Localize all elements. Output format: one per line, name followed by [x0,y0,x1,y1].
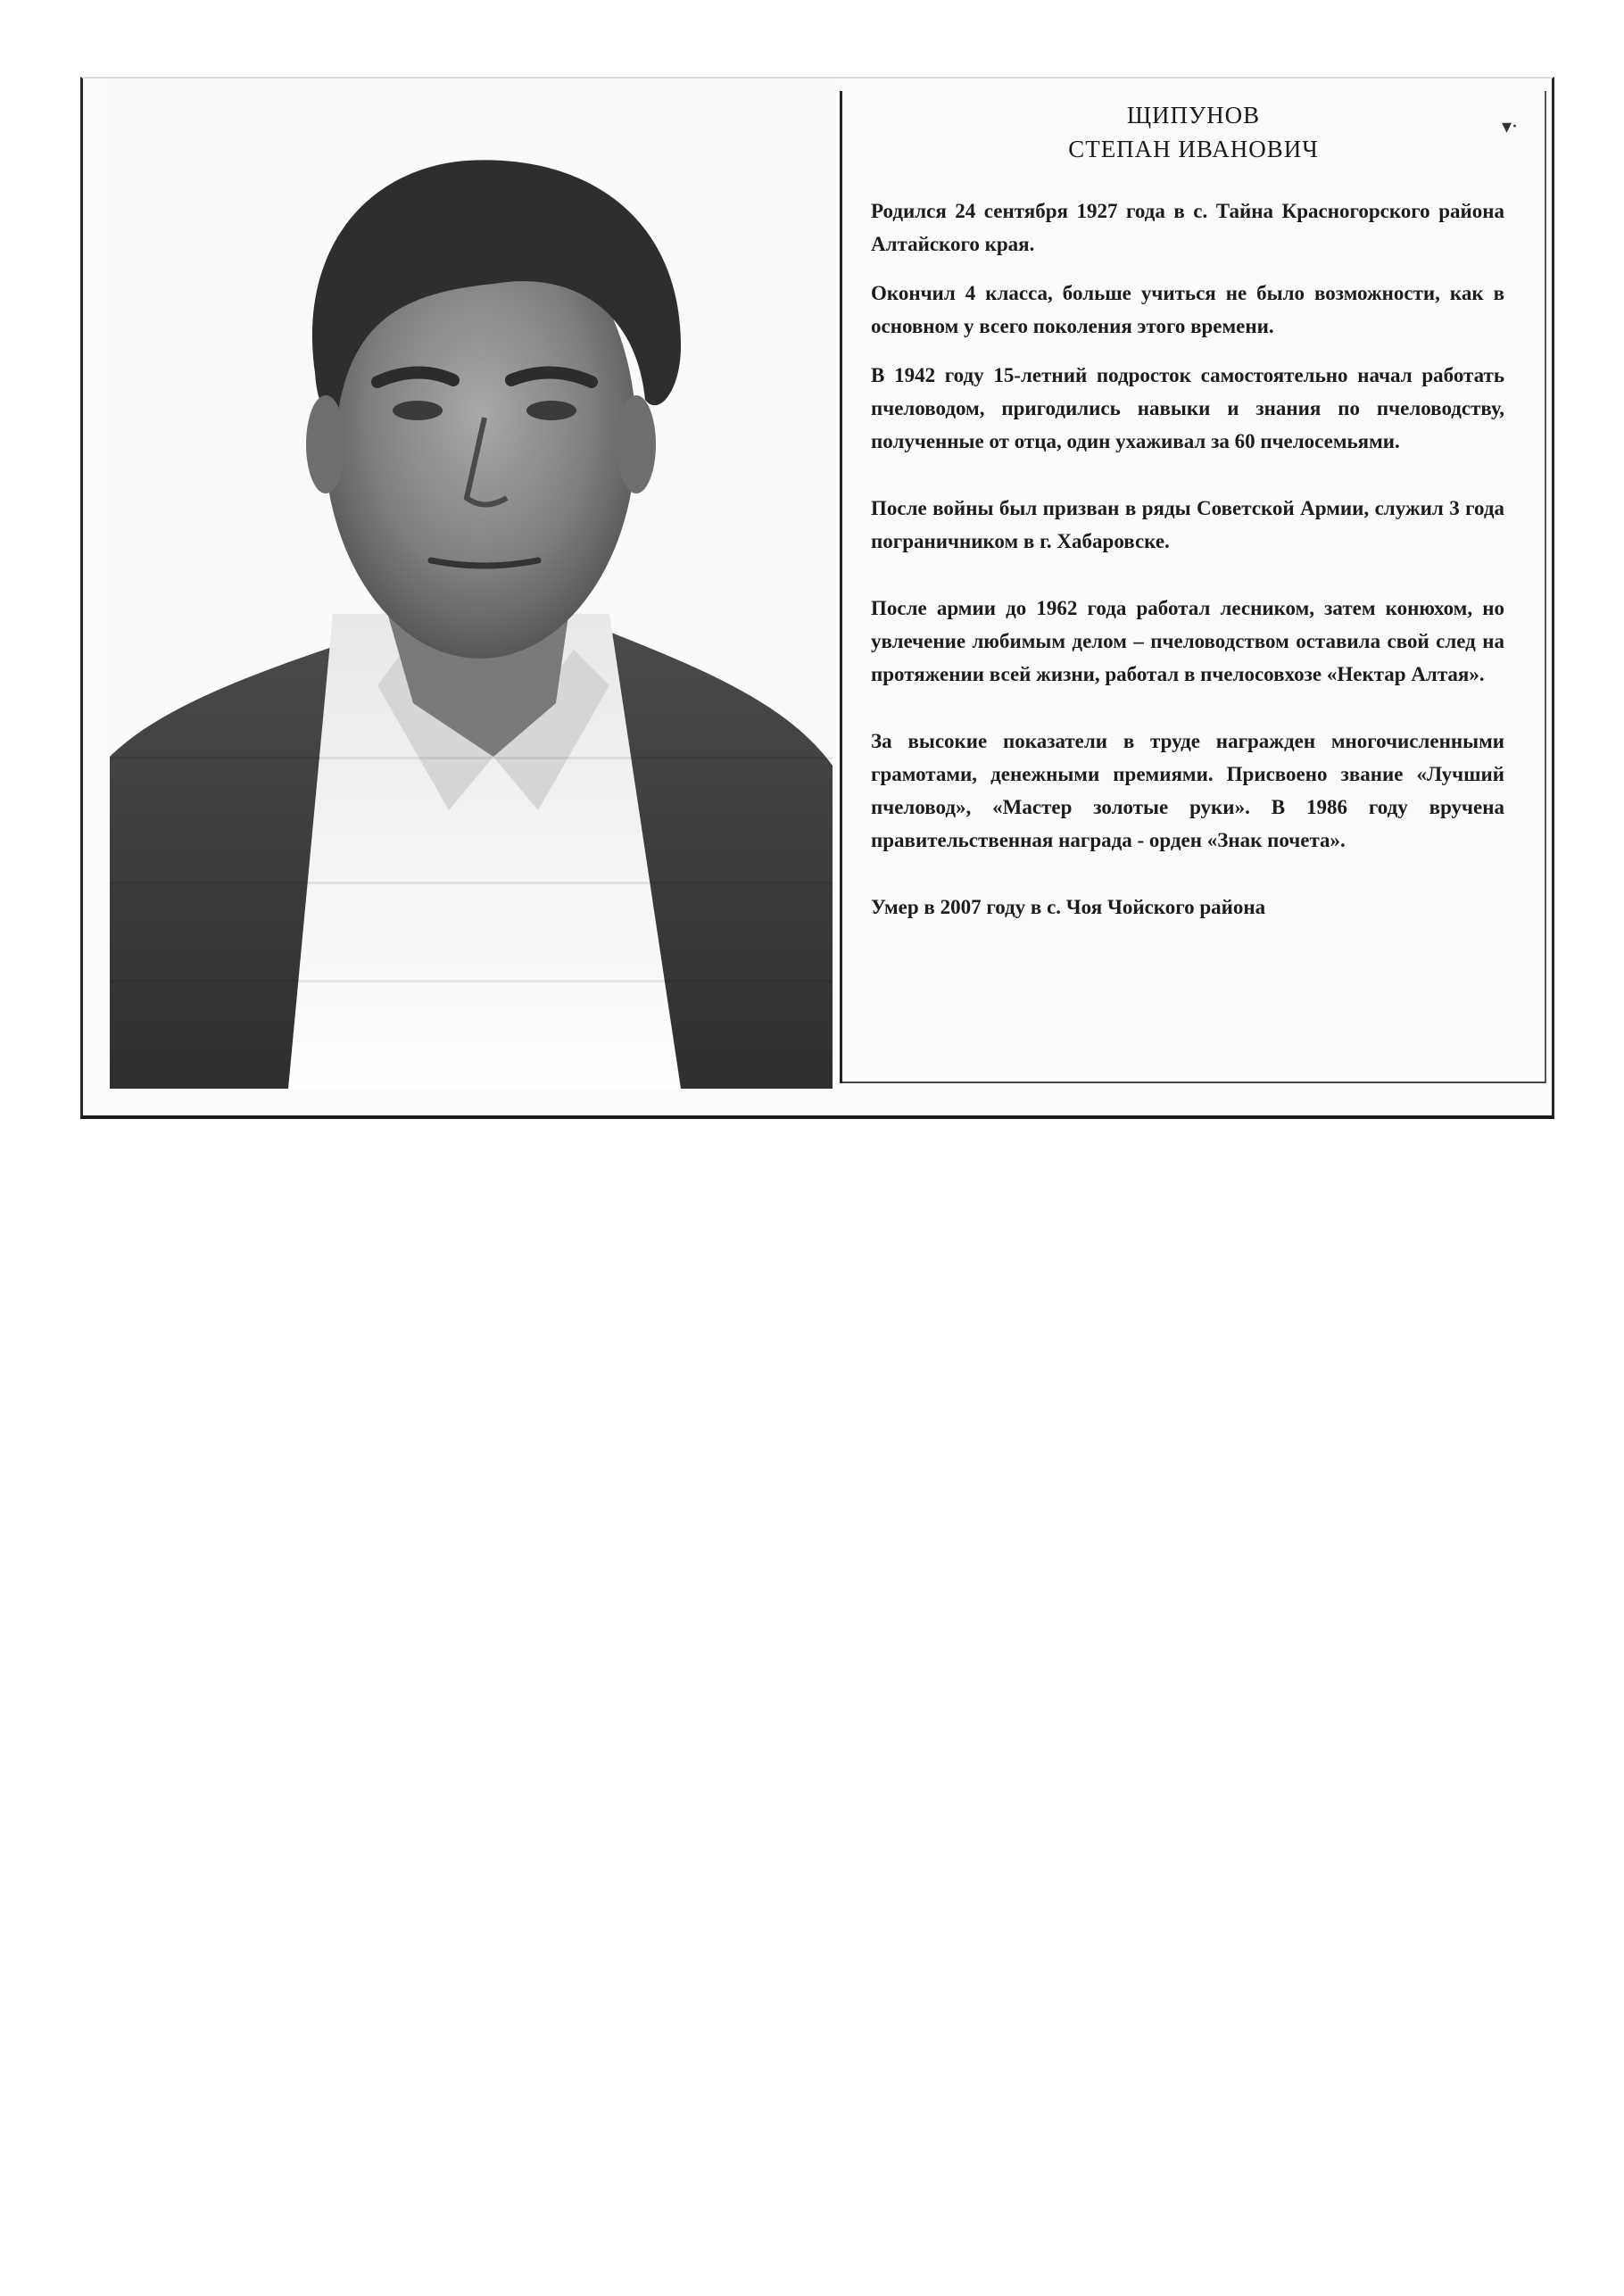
bio-paragraph-army: После войны был призван в ряды Советской Армии, служил 3 года пограничником в г. Хабаровске. [871,497,1504,552]
biography-panel [840,91,1546,1083]
portrait-illustration [110,79,833,1089]
given-names: СТЕПАН ИВАНОВИЧ [1068,136,1319,162]
scanned-sheet [80,77,1554,1119]
person-name [842,98,1545,166]
biography-text [871,195,1504,924]
bio-paragraph-education: Окончил 4 класса, больше учиться не было возможности, как в основном у всего поколения этого времени. [871,282,1504,337]
bio-paragraph-death: Умер в 2007 году в с. Чоя Чойского района [871,896,1266,918]
bio-paragraph-birth: Родился 24 сентября 1927 года в с. Тайна Красногорского района Алтайского края. [871,200,1504,255]
bottom-rule [842,1082,1545,1083]
bio-paragraph-early-work: В 1942 году 15-летний подросток самостоятельно начал работать пчеловодом, пригодились навыки и знания по пчеловодству, полученные от отца, один ухаживал за 60 пчелосемьями. [871,364,1504,452]
scan-speck: ▾· [1501,116,1518,138]
portrait-photo [110,79,833,1089]
bio-paragraph-career: После армии до 1962 года работал лесником, затем конюхом, но увлечение любимым делом – пчеловодством оставила свой след на протяжении всей жизни, работал в пчелосовхозе «Нектар Алтая». [871,597,1504,685]
bio-paragraph-awards: За высокие показатели в труде награжден многочисленными грамотами, денежными премиями. Присвоено звание «Лучший пчеловод», «Мастер золотые руки». В 1986 году вручена правительственная награда - орден «Знак почета». [871,730,1504,851]
surname: ЩИПУНОВ [1126,102,1261,128]
